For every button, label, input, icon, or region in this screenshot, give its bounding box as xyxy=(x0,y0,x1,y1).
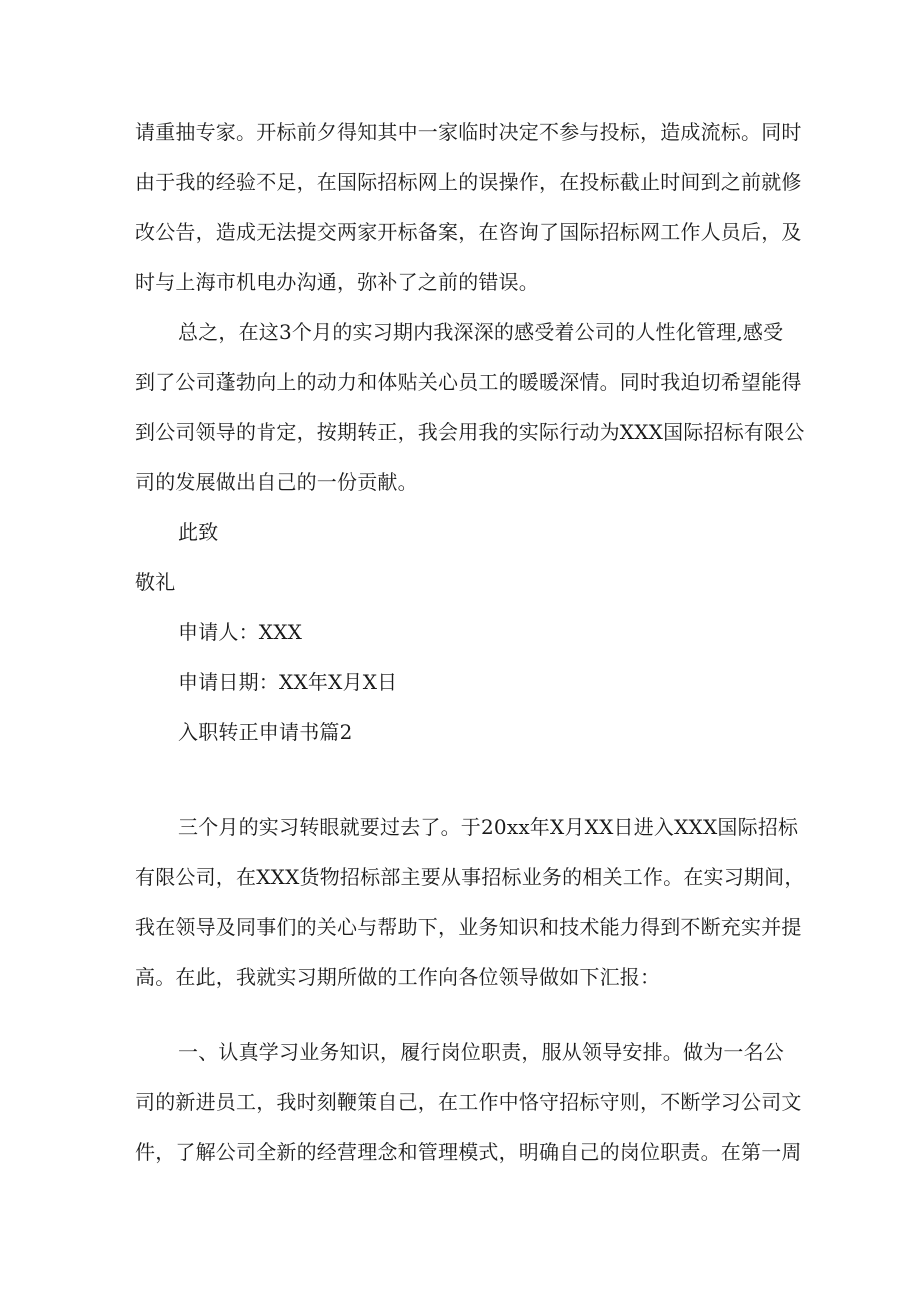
salutation: 此致 xyxy=(178,520,219,544)
paragraph-3-line-4: 高。在此，我就实习期所做的工作向各位领导做如下汇报： xyxy=(135,965,661,989)
section-title: 入职转正申请书篇2 xyxy=(178,720,353,744)
paragraph-1-line-1: 请重抽专家。开标前夕得知其中一家临时决定不参与投标，造成流标。同时 xyxy=(135,120,802,144)
paragraph-4-line-3: 件，了解公司全新的经营理念和管理模式，明确自己的岗位职责。在第一周 xyxy=(135,1140,802,1164)
paragraph-2-line-3: 到公司领导的肯定，按期转正，我会用我的实际行动为XXX国际招标有限公 xyxy=(135,420,805,444)
paragraph-1-line-3: 改公告，造成无法提交两家开标备案，在咨询了国际招标网工作人员后，及 xyxy=(135,220,802,244)
paragraph-1-line-2: 由于我的经验不足，在国际招标网上的误操作，在投标截止时间到之前就修 xyxy=(135,170,802,194)
paragraph-2-line-1: 总之，在这3个月的实习期内我深深的感受着公司的人性化管理,感受 xyxy=(178,320,784,344)
paragraph-3-line-3: 我在领导及同事们的关心与帮助下，业务知识和技术能力得到不断充实并提 xyxy=(135,915,802,939)
paragraph-3-line-2: 有限公司，在XXX货物招标部主要从事招标业务的相关工作。在实习期间， xyxy=(135,865,805,889)
application-date: 申请日期：XX年X月X日 xyxy=(178,670,398,694)
paragraph-2-line-2: 到了公司蓬勃向上的动力和体贴关心员工的暖暖深情。同时我迫切希望能得 xyxy=(135,370,802,394)
paragraph-4-line-2: 司的新进员工，我时刻鞭策自己，在工作中恪守招标守则，不断学习公司文 xyxy=(135,1090,802,1114)
paragraph-1-line-4: 时与上海市机电办沟通，弥补了之前的错误。 xyxy=(135,270,539,294)
paragraph-4-line-1: 一、认真学习业务知识，履行岗位职责，服从领导安排。做为一名公 xyxy=(178,1040,784,1064)
regards: 敬礼 xyxy=(135,570,176,594)
paragraph-3-line-1: 三个月的实习转眼就要过去了。于20xx年X月XX日进入XXX国际招标 xyxy=(178,815,799,839)
paragraph-2-line-4: 司的发展做出自己的一份贡献。 xyxy=(135,470,418,494)
applicant: 申请人：XXX xyxy=(178,620,303,644)
